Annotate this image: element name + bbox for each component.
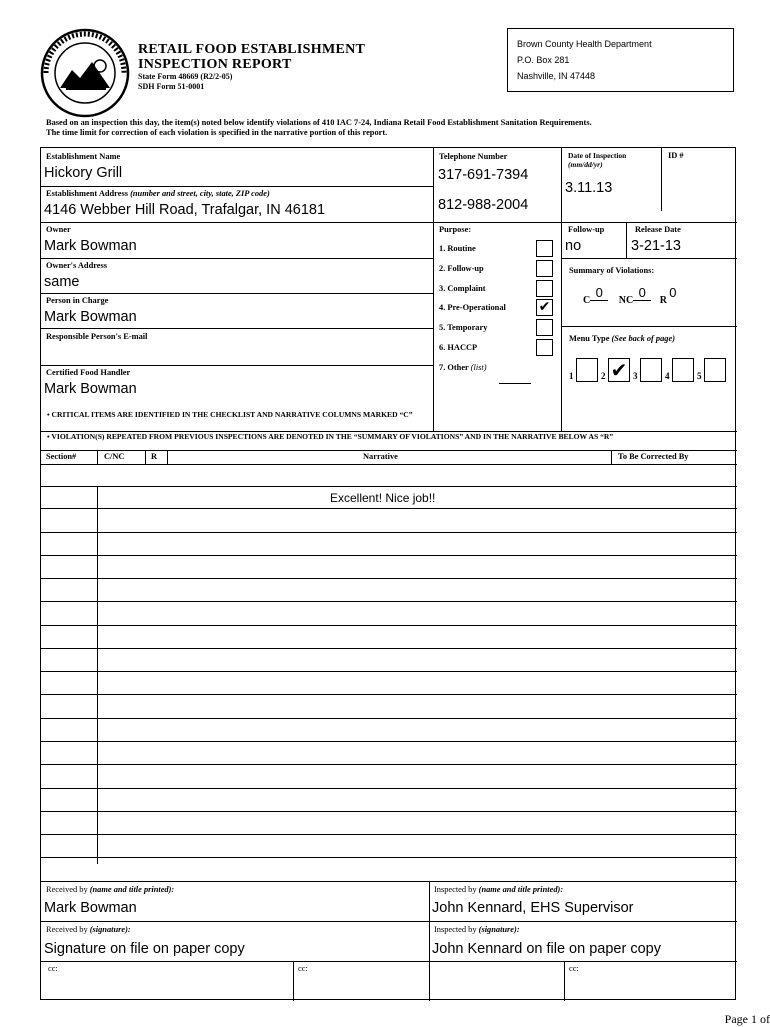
owner-value: Mark Bowman [44, 238, 137, 254]
telephone-value-2: 812-988-2004 [438, 197, 529, 213]
menu-type-checkbox[interactable] [704, 358, 726, 382]
establishment-name-value: Hickory Grill [44, 165, 123, 181]
menu-type-label: Menu Type (See back of page) [569, 334, 675, 343]
purpose-label: Purpose: [439, 225, 472, 234]
cc-label-3: cc: [569, 964, 579, 973]
date-of-inspection-label: Date of Inspection [568, 151, 627, 160]
narrative-text: Excellent! Nice job!! [330, 491, 436, 505]
release-date-value: 3-21-13 [631, 238, 681, 254]
establishment-address-label: Establishment Address (number and street, city, state, ZIP code) [46, 189, 270, 198]
inspected-by-name: John Kennard, EHS Supervisor [432, 900, 634, 916]
col-r-header: R [151, 452, 158, 461]
menu-type-number: 2 [601, 371, 606, 381]
report-title-line2: INSPECTION REPORT [138, 57, 292, 72]
summary-label: Summary of Violations: [569, 266, 655, 275]
critical-items-note: • CRITICAL ITEMS ARE IDENTIFIED IN THE CHECKLIST AND NARRATIVE COLUMNS MARKED “C” [47, 410, 413, 419]
purpose-checkbox[interactable] [536, 240, 553, 257]
purpose-option-label: 4. Pre-Operational [439, 303, 506, 313]
col-section-header: Section# [46, 452, 77, 461]
establishment-address-value: 4146 Webber Hill Road, Trafalgar, IN 46181 [44, 202, 326, 218]
menu-type-checkbox[interactable] [576, 358, 598, 382]
menu-type-number: 3 [633, 371, 638, 381]
department-name: Brown County Health Department [517, 39, 652, 49]
menu-type-checkbox[interactable]: ✔ [608, 358, 630, 382]
purpose-option-label: 2. Follow-up [439, 263, 484, 273]
follow-up-value: no [565, 238, 582, 254]
nc-count: 0 [633, 285, 651, 301]
report-title-block [138, 42, 458, 92]
menu-type-number: 1 [569, 371, 574, 381]
repeat-violations-note: • VIOLATION(S) REPEATED FROM PREVIOUS INSPECTIONS ARE DENOTED IN THE “SUMMARY OF VIOLATIONS” AND IN THE NARRATIVE BELOW AS “R” [47, 432, 614, 441]
date-format-hint: (mm/dd/yr) [568, 160, 603, 169]
department-po-box: P.O. Box 281 [517, 55, 570, 65]
certified-handler-value: Mark Bowman [44, 381, 137, 397]
inspected-signature-label: Inspected by (signature): [434, 925, 520, 934]
c-label: C [583, 295, 591, 306]
intro-line1: Based on an inspection this day, the item(s) noted below identify violations of 410 IAC 7-24, Indiana Retail Food Establishment Sanitation Requirements. [46, 118, 592, 127]
owner-address-value: same [44, 274, 80, 290]
col-cnc-header: C/NC [104, 452, 125, 461]
inspected-signature: John Kennard on file on paper copy [432, 941, 661, 957]
responsible-email-label: Responsible Person's E-mail [46, 332, 148, 341]
purpose-checkbox[interactable] [536, 319, 553, 336]
owner-address-label: Owner's Address [46, 261, 108, 270]
state-form-number: State Form 48669 (R2/2-05) [138, 72, 233, 81]
telephone-label: Telephone Number [439, 152, 508, 161]
cc-label-1: cc: [48, 964, 58, 973]
page-number: Page 1 of [724, 1012, 770, 1026]
cc-label-2: cc: [298, 964, 308, 973]
report-title-line1: RETAIL FOOD ESTABLISHMENT [138, 42, 366, 57]
menu-type-number: 5 [697, 371, 702, 381]
menu-type-checkbox[interactable] [672, 358, 694, 382]
department-city: Nashville, IN 47448 [517, 71, 596, 81]
col-corrected-header: To Be Corrected By [618, 452, 689, 461]
person-in-charge-value: Mark Bowman [44, 309, 137, 325]
person-in-charge-label: Person in Charge [46, 296, 109, 305]
follow-up-label: Follow-up [568, 225, 605, 234]
sdh-form-number: SDH Form 51-0001 [138, 82, 205, 91]
purpose-option-label: 5. Temporary [439, 323, 488, 333]
date-of-inspection-value: 3.11.13 [565, 180, 613, 196]
purpose-checkbox[interactable] [536, 280, 553, 297]
summary-counts [583, 285, 679, 307]
menu-type-checkbox[interactable] [640, 358, 662, 382]
c-count: 0 [590, 285, 608, 301]
telephone-value-1: 317-691-7394 [438, 167, 529, 183]
nc-label: NC [618, 295, 634, 306]
establishment-name-label: Establishment Name [46, 152, 121, 161]
r-label: R [659, 295, 667, 306]
purpose-option-label: 7. Other (list) [439, 362, 487, 372]
intro-text [46, 118, 746, 138]
r-count: 0 [669, 285, 677, 300]
id-label: ID # [668, 151, 684, 160]
menu-type-number: 4 [665, 371, 670, 381]
received-signature: Signature on file on paper copy [44, 941, 245, 957]
certified-handler-label: Certified Food Handler [46, 368, 131, 377]
intro-line2: The time limit for correction of each violation is specified in the narrative portion of this report. [46, 128, 388, 137]
purpose-option-label: 3. Complaint [439, 283, 486, 293]
received-by-label: Received by (name and title printed): [46, 885, 175, 894]
purpose-checkbox[interactable]: ✔ [536, 299, 553, 316]
purpose-option-label: 6. HACCP [439, 343, 478, 352]
state-seal-icon [40, 28, 130, 118]
purpose-checkbox[interactable] [536, 260, 553, 277]
owner-label: Owner [46, 225, 71, 234]
release-date-label: Release Date [635, 225, 681, 234]
col-narrative-header: Narrative [363, 452, 398, 461]
inspected-by-label: Inspected by (name and title printed): [434, 885, 564, 894]
purpose-checkbox[interactable] [536, 339, 553, 356]
received-signature-label: Received by (signature): [46, 925, 131, 934]
department-address-box [507, 28, 734, 92]
inspection-form [40, 147, 736, 1000]
received-by-name: Mark Bowman [44, 900, 137, 916]
purpose-option-label: 1. Routine [439, 244, 476, 253]
